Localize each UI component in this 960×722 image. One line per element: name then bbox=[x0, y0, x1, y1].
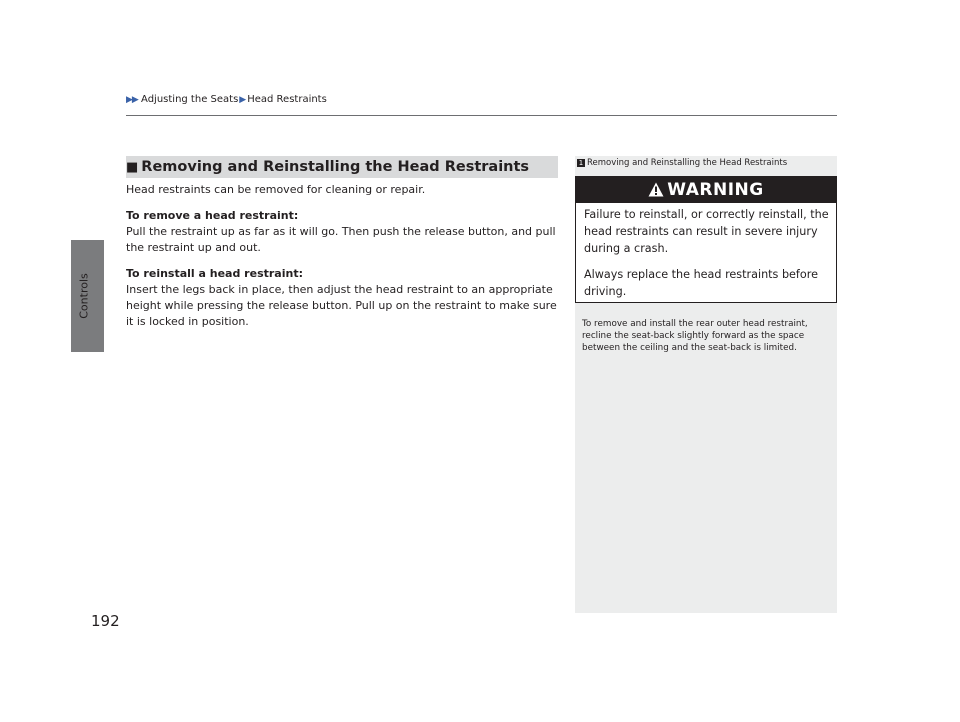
warning-text bbox=[584, 206, 832, 300]
warning-triangle-icon bbox=[648, 182, 664, 197]
double-arrow-icon: ▶▶ bbox=[126, 95, 138, 105]
chapter-tab-label: Controls bbox=[77, 273, 91, 319]
breadcrumb-item-adjusting-seats[interactable]: Adjusting the Seats bbox=[141, 94, 239, 105]
warning-paragraph-2: Always replace the head restraints before driving. bbox=[584, 268, 818, 298]
body-text bbox=[126, 182, 558, 330]
warning-paragraph-1: Failure to reinstall, or correctly reinstall, the head restraints can result in severe injury during a crash. bbox=[584, 208, 829, 255]
section-title bbox=[126, 156, 529, 178]
page-number: 192 bbox=[91, 612, 120, 630]
sidebar-reference-title[interactable]: Removing and Reinstalling the Head Restraints bbox=[587, 158, 788, 168]
remove-paragraph: Pull the restraint up as far as it will go. Then push the release button, and pull the restraint up and out. bbox=[126, 225, 556, 254]
header-divider bbox=[126, 115, 837, 116]
section-title-text: Removing and Reinstalling the Head Restraints bbox=[141, 159, 530, 175]
remove-heading: To remove a head restraint: bbox=[126, 209, 299, 222]
warning-header bbox=[576, 177, 836, 203]
square-bullet-icon: ■ bbox=[126, 160, 139, 175]
warning-box bbox=[575, 176, 837, 303]
breadcrumb bbox=[126, 94, 327, 105]
reinstall-paragraph: Insert the legs back in place, then adjust the head restraint to an appropriate height while pressing the release button. Pull up on the restraint to make sure it is locked in position. bbox=[126, 283, 557, 328]
reference-icon: 1 bbox=[578, 159, 584, 167]
sidebar-note: To remove and install the rear outer head restraint, recline the seat-back slightly forward as the space between the ceiling and the seat-back is limited. bbox=[582, 319, 808, 353]
warning-label: WARNING bbox=[667, 180, 764, 200]
intro-paragraph: Head restraints can be removed for cleaning or repair. bbox=[126, 183, 426, 196]
reinstall-heading: To reinstall a head restraint: bbox=[126, 267, 303, 280]
breadcrumb-item-head-restraints[interactable]: Head Restraints bbox=[247, 94, 327, 105]
sidebar-reference bbox=[577, 158, 787, 168]
arrow-icon: ▶ bbox=[239, 95, 247, 105]
